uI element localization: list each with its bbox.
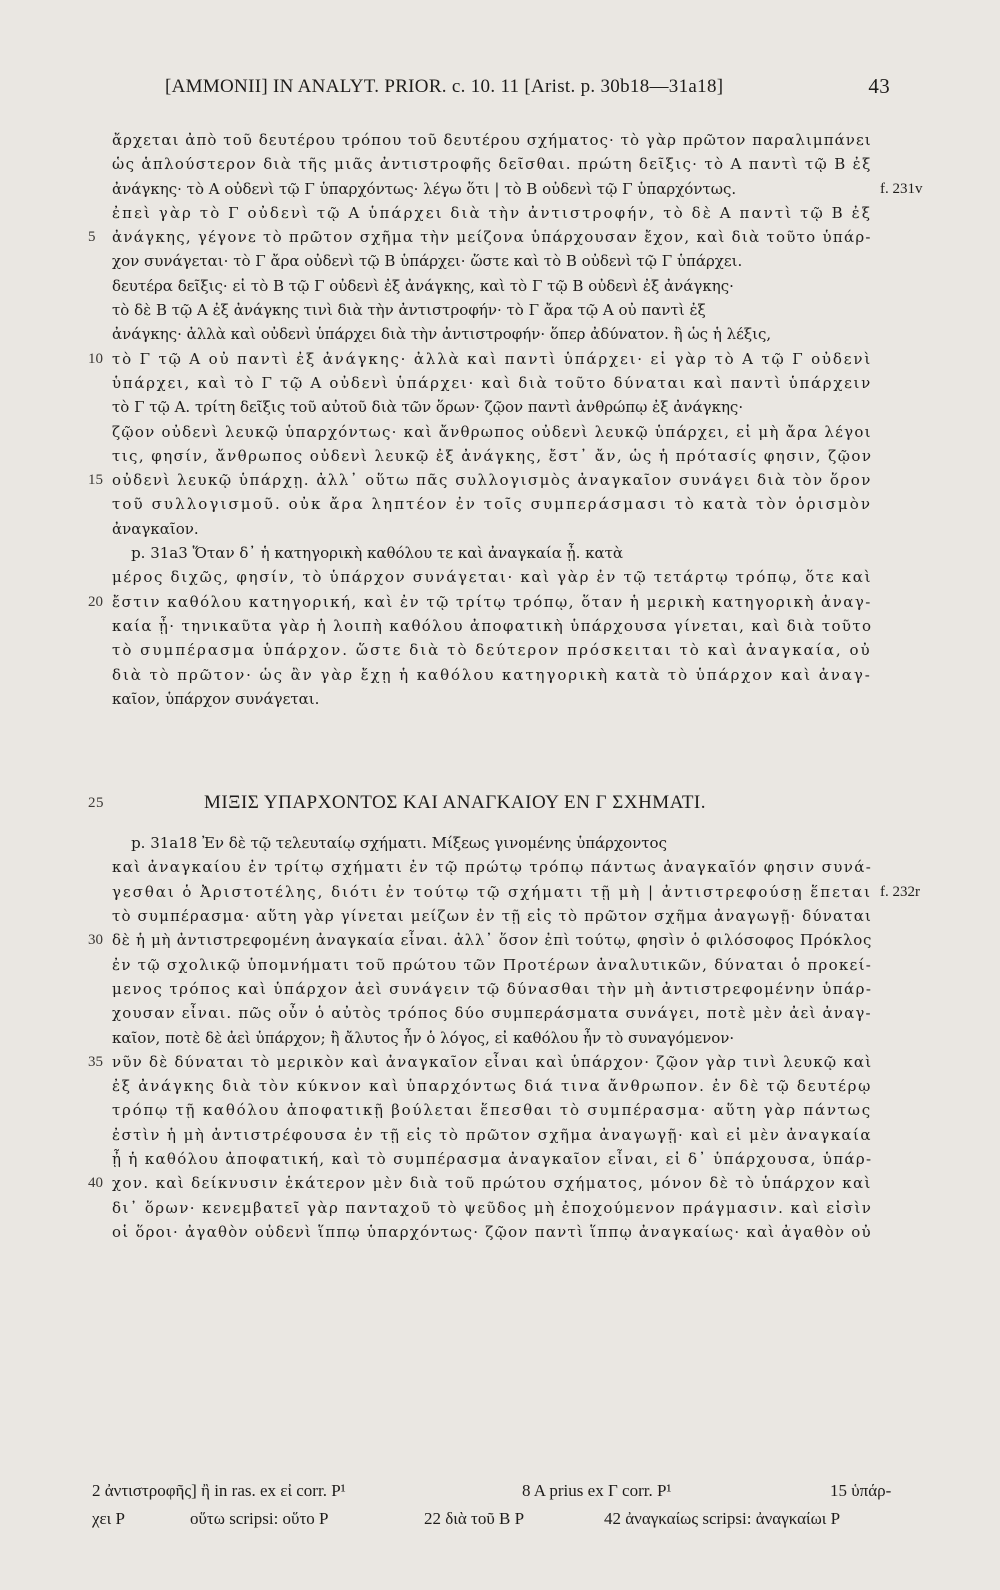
- line-text: δὲ ἡ μὴ ἀντιστρεφομένη ἀναγκαία εἶναι. ἀλλ᾽ ὅσον ἐπὶ τούτῳ, φησὶν ὁ φιλόσοφος Πρόκλος: [112, 931, 873, 950]
- line-text: δι᾽ ὅρων· κενεμβατεῖ γὰρ πανταχοῦ τὸ ψεῦδος μὴ ἐποχούμενον πράγμασιν. καὶ εἰσὶν: [112, 1198, 873, 1217]
- line-text: μέρος διχῶς, φησίν, τὸ ὑπάρχον συνάγεται· καὶ γὰρ ἐν τῷ τετάρτῳ τρόπῳ, ὅτε καὶ: [112, 568, 873, 587]
- line-text: καὶ ἀναγκαίου ἐν τρίτῳ σχήματι ἐν τῷ πρώτῳ τρόπῳ πάντως ἀναγκαῖόν φησιν συνά-: [112, 858, 873, 877]
- footnote-entry: οὕτω scripsi: οὕτο P: [190, 1509, 329, 1528]
- text-line: [88, 1171, 877, 1195]
- line-text: καῖον, ποτὲ δὲ ἀεὶ ὑπάρχον; ἢ ἄλυτος ἦν ὁ λόγος, εἰ καθόλου ἦν τὸ συναγόμενον·: [112, 1028, 735, 1047]
- text-line: [112, 663, 877, 687]
- text-line: [112, 517, 877, 541]
- heading-line-number: 25: [88, 795, 104, 812]
- running-title: [AMMONII] IN ANALYT. PRIOR. c. 10. 11 [Arist. p. 30b18—31a18]: [165, 76, 724, 97]
- line-text: ἐπεὶ γὰρ τὸ Γ οὐδενὶ τῷ Α ὑπάρχει διὰ τὴν ἀντιστροφήν, τὸ δὲ Α παντὶ τῷ Β ἐξ: [112, 203, 873, 222]
- text-line: [112, 444, 877, 468]
- footnote-line: [92, 1477, 922, 1505]
- line-text: τὸ Γ τῷ Α οὐ παντὶ ἐξ ἀνάγκης· ἀλλὰ καὶ παντὶ ὑπάρχει· εἰ γὰρ τὸ Α τῷ Γ οὐδενὶ: [112, 349, 873, 368]
- text-line: [88, 590, 877, 614]
- folio-marker: f. 232r: [880, 883, 920, 900]
- line-number: 30: [88, 932, 103, 949]
- text-line: [112, 1220, 877, 1244]
- text-line: [112, 953, 877, 977]
- text-line: [112, 614, 877, 638]
- line-number: 40: [88, 1175, 103, 1192]
- section-heading: [88, 775, 877, 831]
- running-header: [165, 76, 890, 106]
- text-line: [88, 225, 877, 249]
- commentary-block-2: [88, 831, 920, 1244]
- text-line: [88, 468, 877, 492]
- line-text: ἀνάγκης, γέγονε τὸ πρῶτον σχῆμα τὴν μείζονα ὑπάρχουσαν ἔχον, καὶ διὰ τοῦτο ὑπάρ-: [112, 228, 872, 247]
- text-line: [112, 177, 923, 201]
- line-text: γεσθαι ὁ Ἀριστοτέλης, διότι ἐν τούτῳ τῷ σχήματι τῇ μὴ | ἀντιστρεφούσῃ ἕπεται: [112, 882, 872, 901]
- text-line: [112, 298, 877, 322]
- line-number: 5: [88, 229, 96, 246]
- line-text: ἐξ ἀνάγκης διὰ τὸν κύκνον καὶ ὑπαρχόντως διά τινα ἄνθρωπον. ἐν δὲ τῷ δευτέρῳ: [112, 1077, 873, 1096]
- line-text: τις, φησίν, ἄνθρωπος οὐδενὶ λευκῷ ἐξ ἀνάγκης, ἔστ᾽ ἄν, ὡς ἡ πρότασίς φησιν, ζῷον: [112, 446, 873, 465]
- line-text: δευτέρα δεῖξις· εἰ τὸ Β τῷ Γ οὐδενὶ ἐξ ἀνάγκης, καὶ τὸ Γ τῷ Β οὐδενὶ ἐξ ἀνάγκης·: [112, 276, 734, 295]
- line-number: 10: [88, 350, 103, 367]
- commentary-block-1: [88, 128, 923, 711]
- page-number: 43: [868, 74, 890, 98]
- text-line: [112, 371, 877, 395]
- line-text: τρόπῳ τῇ καθόλου ἀποφατικῇ βούλεται ἕπεσθαι τὸ συμπέρασμα· αὕτη γὰρ πάντως: [112, 1101, 872, 1120]
- line-text: p. 31a18 Ἐν δὲ τῷ τελευταίῳ σχήματι. Μίξεως γινομένης ὑπάρχοντος: [112, 834, 667, 853]
- text-line: [112, 904, 877, 928]
- text-line: [112, 395, 877, 419]
- text-line: [112, 977, 877, 1001]
- section-gap: [112, 711, 877, 775]
- line-text: τὸ Γ τῷ Α. τρίτη δεῖξις τοῦ αὐτοῦ διὰ τῶν ὅρων· ζῷον παντὶ ἀνθρώπῳ ἐξ ἀνάγκης·: [112, 398, 744, 417]
- text-line: [112, 565, 877, 589]
- line-text: καῖον, ὑπάρχον συνάγεται.: [112, 689, 320, 708]
- line-text: ἔστιν καθόλου κατηγορική, καὶ ἐν τῷ τρίτῳ τρόπῳ, ὅταν ἡ μερικὴ κατηγορικὴ ἀναγ-: [112, 592, 872, 611]
- line-text: ἐν τῷ σχολικῷ ὑπομνήματι τοῦ πρώτου τῶν Προτέρων ἀναλυτικῶν, δύναται ὁ προκεί-: [112, 955, 873, 974]
- text-line: [112, 152, 877, 176]
- text-line: [112, 492, 877, 516]
- line-text: τὸ συμπέρασμα· αὕτη γὰρ γίνεται μείζων ἐν τῇ εἰς τὸ πρῶτον σχῆμα ἀναγωγῇ· δύναται: [112, 907, 872, 926]
- text-line: [112, 687, 877, 711]
- line-number: 15: [88, 472, 103, 489]
- text-line: [112, 274, 877, 298]
- line-text: ἀναγκαῖον.: [112, 519, 199, 538]
- footnote-line: [92, 1505, 922, 1533]
- line-number: 20: [88, 593, 103, 610]
- text-line: [112, 831, 877, 855]
- text-line: [112, 1123, 877, 1147]
- text-line: [112, 322, 877, 346]
- line-text: χον συνάγεται· τὸ Γ ἄρα οὐδενὶ τῷ Β ὑπάρχει· ὥστε καὶ τὸ Β οὐδενὶ τῷ Γ ὑπάρχει.: [112, 252, 743, 271]
- line-text: διὰ τὸ πρῶτον· ὡς ἂν γὰρ ἔχῃ ἡ καθόλου κατηγορικὴ κατὰ τὸ ὑπάρχον καὶ ἀναγ-: [112, 665, 872, 684]
- text-line: [88, 1050, 877, 1074]
- line-text: ἄρχεται ἀπὸ τοῦ δευτέρου τρόπου τοῦ δευτέρου σχήματος· τὸ γὰρ πρῶτον παραλιμπάνει: [112, 131, 872, 149]
- text-line: [112, 880, 920, 904]
- line-text: ᾖ ἡ καθόλου ἀποφατική, καὶ τὸ συμπέρασμα ἀναγκαῖον εἶναι, εἰ δ᾽ ὑπάρχουσα, ὑπάρ-: [112, 1149, 873, 1168]
- line-text: μενος τρόπος καὶ ὑπάρχον ἀεὶ συνάγειν τῷ δύνασθαι τὴν μὴ ἀντιστρεφομένην ὑπάρ-: [112, 979, 873, 998]
- text-line: [112, 1147, 877, 1171]
- line-text: νῦν δὲ δύναται τὸ μερικὸν καὶ ἀναγκαῖον εἶναι καὶ ὑπάρχον· ζῷον γὰρ τινὶ λευκῷ καὶ: [112, 1052, 873, 1071]
- line-number: 35: [88, 1053, 103, 1070]
- heading-text: ΜΙΞΙΣ ΥΠΑΡΧΟΝΤΟΣ ΚΑΙ ΑΝΑΓΚΑΙΟΥ ΕΝ Γ ΣΧΗΜΑΤΙ.: [204, 792, 707, 814]
- line-text: ἀνάγκης· τὸ Α οὐδενὶ τῷ Γ ὑπαρχόντως· λέγω ὅτι | τὸ Β οὐδενὶ τῷ Γ ὑπαρχόντως.: [112, 179, 737, 198]
- main-text: [88, 128, 923, 1244]
- text-line: [112, 1098, 877, 1122]
- text-line: [112, 855, 877, 879]
- footnote-entry: 2 ἀντιστροφῆς] ἢ in ras. ex εἰ corr. P¹: [92, 1481, 346, 1500]
- text-line: [112, 249, 877, 273]
- text-line: [112, 1074, 877, 1098]
- line-text: οἱ ὅροι· ἀγαθὸν οὐδενὶ ἵππῳ ὑπαρχόντως· ζῷον παντὶ ἵππῳ ἀναγκαίως· καὶ ἀγαθὸν οὐ: [112, 1222, 872, 1241]
- text-line: [88, 347, 877, 371]
- line-text: ζῷον οὐδενὶ λευκῷ ὑπαρχόντως· καὶ ἄνθρωπος οὐδενὶ λευκῷ ὑπάρχει, εἰ μὴ ἄρα λέγοι: [112, 422, 872, 441]
- line-text: τὸ συμπέρασμα ὑπάρχον. ὥστε διὰ τὸ δεύτερον πρόσκειται τὸ καὶ ἀναγκαία, οὐ: [112, 641, 872, 660]
- text-line: [112, 1001, 877, 1025]
- line-text: οὐδενὶ λευκῷ ὑπάρχῃ. ἀλλ᾽ οὕτω πᾶς συλλογισμὸς ἀναγκαῖον συνάγει διὰ τὸν ὅρον: [112, 471, 872, 490]
- text-line: [112, 638, 877, 662]
- line-text: p. 31a3 Ὅταν δ᾽ ἡ κατηγορικὴ καθόλου τε καὶ ἀναγκαία ᾖ. κατὰ: [112, 544, 624, 563]
- footnote-entry: 42 ἀναγκαίως scripsi: ἀναγκαίωι P: [604, 1509, 841, 1528]
- folio-marker: f. 231v: [880, 180, 923, 197]
- line-text: τοῦ συλλογισμοῦ. οὐκ ἄρα ληπτέον ἐν τοῖς συμπεράσμασι τὸ κατὰ τὸν ὁρισμὸν: [112, 495, 873, 514]
- text-line: [112, 541, 877, 565]
- line-text: ὑπάρχει, καὶ τὸ Γ τῷ Α οὐδενὶ ὑπάρχει· καὶ διὰ τοῦτο δύναται καὶ παντὶ ὑπάρχειν: [112, 373, 872, 392]
- line-text: ὡς ἁπλούστερον διὰ τῆς μιᾶς ἀντιστροφῆς δεῖσθαι. πρώτη δεῖξις· τὸ Α παντὶ τῷ Β ἐξ: [112, 155, 872, 174]
- line-text: χουσαν εἶναι. πῶς οὖν ὁ αὐτὸς τρόπος δύο συμπεράσματα συνάγει, ποτὲ μὲν ἀεὶ ἀναγ-: [112, 1004, 872, 1023]
- apparatus-criticus: [92, 1477, 922, 1533]
- footnote-entry: χει P: [92, 1509, 125, 1528]
- line-text: τὸ δὲ Β τῷ Α ἐξ ἀνάγκης τινὶ διὰ τὴν ἀντιστροφήν· τὸ Γ ἄρα τῷ Α οὐ παντὶ ἐξ: [112, 301, 706, 320]
- footnote-entry: 8 Α prius ex Γ corr. P¹: [522, 1481, 672, 1500]
- text-line: [88, 928, 877, 952]
- text-line: [112, 1196, 877, 1220]
- text-line: [112, 201, 877, 225]
- line-text: χον. καὶ δείκνυσιν ἑκάτερον μὲν διὰ τοῦ πρώτου σχήματος, μόνον δὲ τὸ ὑπάρχον καὶ: [112, 1174, 872, 1193]
- line-text: ἐστὶν ἡ μὴ ἀντιστρέφουσα ἐν τῇ εἰς τὸ πρῶτον σχῆμα ἀναγωγῇ· καὶ εἰ μὲν ἀναγκαία: [112, 1125, 872, 1144]
- footnote-entry: 15 ὑπάρ-: [830, 1481, 892, 1500]
- text-line: [112, 1026, 877, 1050]
- text-line: [112, 420, 877, 444]
- line-text: ἀνάγκης· ἀλλὰ καὶ οὐδενὶ ὑπάρχει διὰ τὴν ἀντιστροφήν· ὅπερ ἀδύνατον. ἢ ὡς ἡ λέξις,: [112, 325, 772, 344]
- line-text: καία ᾖ· τηνικαῦτα γὰρ ἡ λοιπὴ καθόλου ἀποφατικὴ ὑπάρχουσα γίνεται, καὶ διὰ τοῦτο: [112, 616, 873, 635]
- text-line: [112, 128, 877, 152]
- footnote-entry: 22 διὰ τοῦ Β P: [424, 1509, 525, 1528]
